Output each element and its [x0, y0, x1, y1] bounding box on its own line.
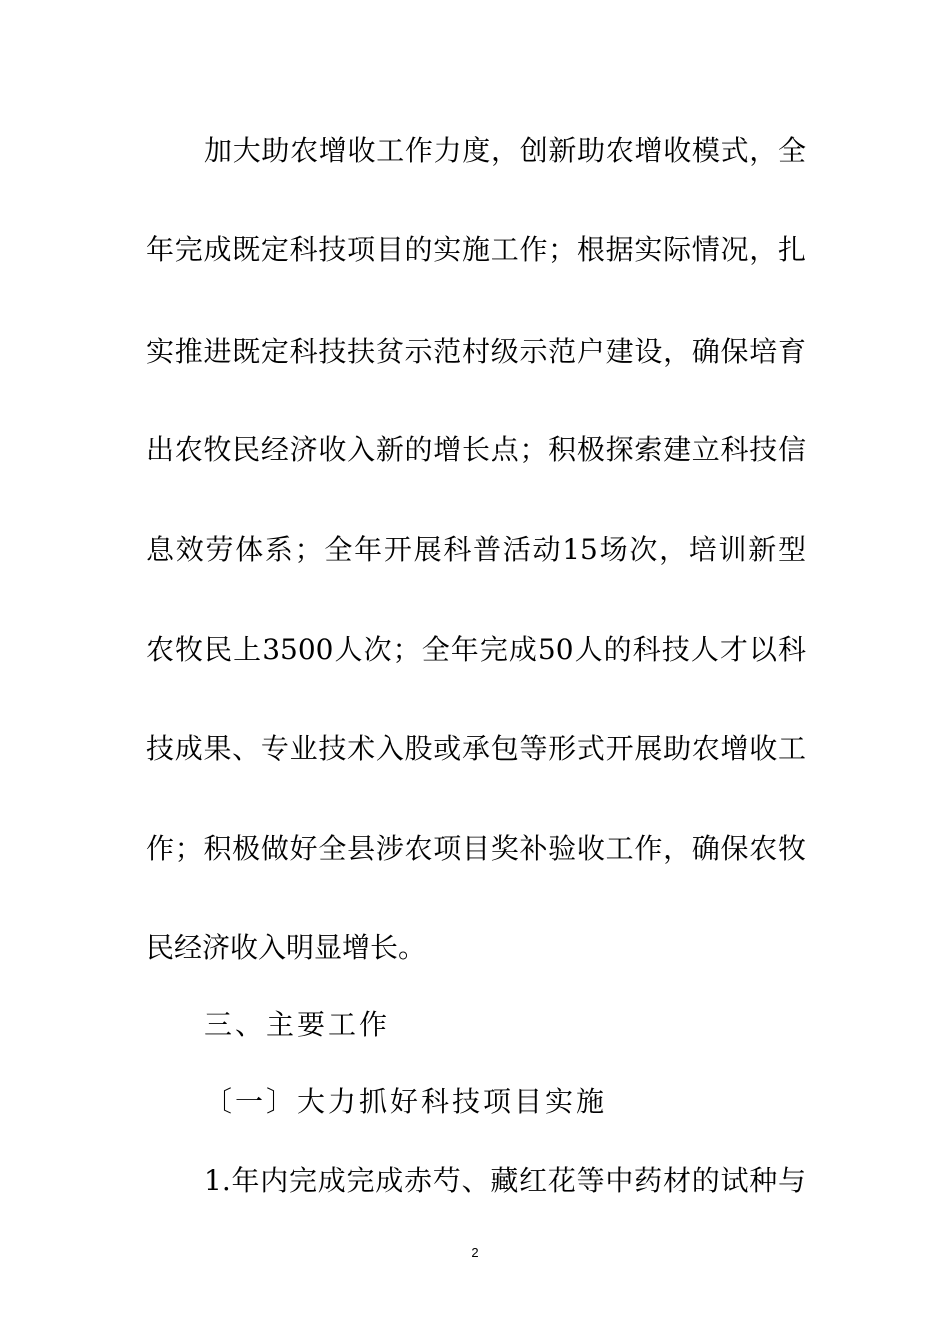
paragraph-line-5: 息效劳体系；全年开展科普活动15场次，培训新型	[146, 533, 806, 566]
paragraph-line-9: 民经济收入明显增长。	[146, 931, 427, 964]
paragraph-line-1: 加大助农增收工作力度，创新助农增收模式，全	[204, 134, 806, 167]
paragraph-line-7: 技成果、专业技术入股或承包等形式开展助农增收工	[146, 732, 806, 765]
paragraph-line-2: 年完成既定科技项目的实施工作；根据实际情况，扎	[146, 233, 806, 266]
paragraph-line-3: 实推进既定科技扶贫示范村级示范户建设，确保培育	[146, 335, 806, 368]
page-number: 2	[471, 1245, 479, 1260]
paragraph-line-6: 农牧民上3500人次；全年完成50人的科技人才以科	[146, 633, 806, 666]
paragraph-line-4: 出农牧民经济收入新的增长点；积极探索建立科技信	[146, 433, 806, 466]
paragraph-line-8: 作；积极做好全县涉农项目奖补验收工作，确保农牧	[146, 832, 806, 865]
item-line: 1.年内完成完成赤芍、藏红花等中药材的试种与	[204, 1164, 806, 1197]
subsection-heading: 〔一〕大力抓好科技项目实施	[204, 1085, 608, 1118]
section-heading: 三、主要工作	[204, 1008, 391, 1041]
